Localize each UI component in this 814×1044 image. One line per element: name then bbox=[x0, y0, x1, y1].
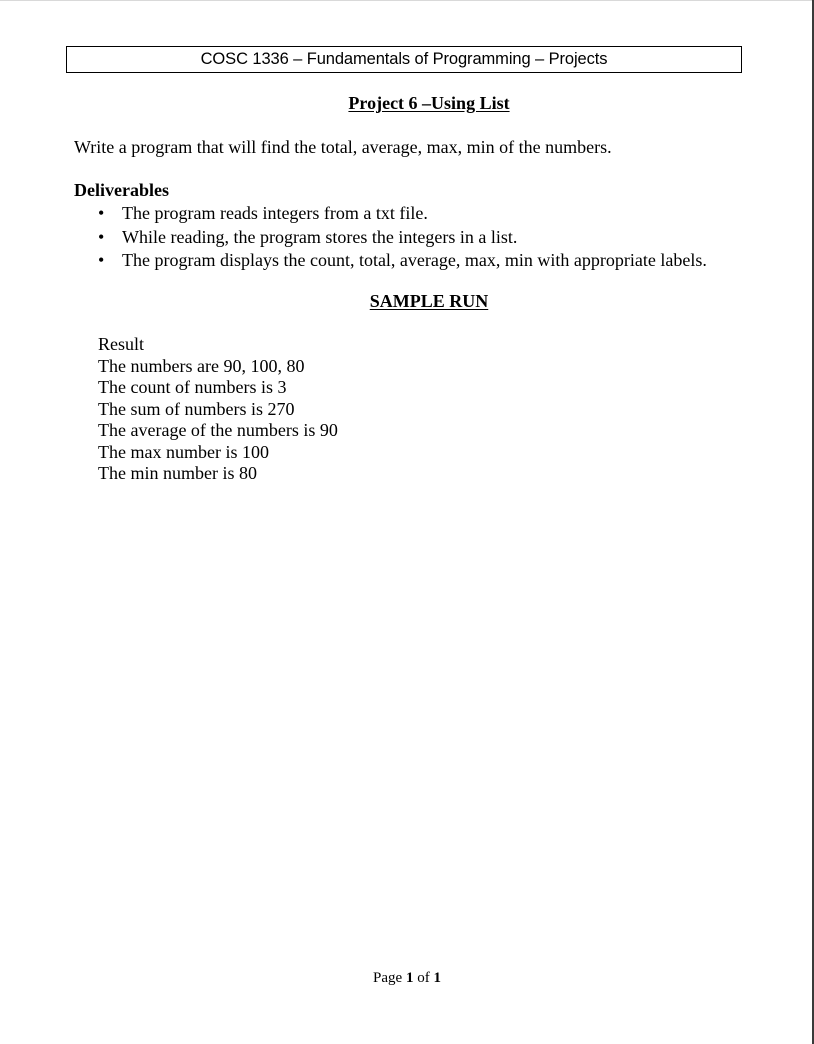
deliverable-text: The program displays the count, total, average, max, min with appropriate labels. bbox=[122, 250, 707, 270]
page-number-footer bbox=[0, 970, 814, 987]
deliverable-item bbox=[74, 226, 707, 250]
course-header bbox=[66, 46, 742, 73]
page-separator: of bbox=[413, 970, 434, 986]
page-total: 1 bbox=[433, 970, 441, 986]
deliverable-text: While reading, the program stores the integers in a list. bbox=[122, 226, 518, 247]
bullet-icon: • bbox=[98, 226, 105, 247]
deliverable-text: The program reads integers from a txt file. bbox=[122, 203, 428, 223]
page-prefix: Page bbox=[373, 970, 406, 986]
sample-output-line: Result bbox=[98, 334, 145, 354]
bullet-icon: • bbox=[98, 250, 105, 270]
sample-output-line: The max number is 100 bbox=[98, 441, 269, 462]
page-top-edge bbox=[0, 0, 814, 1]
deliverable-item bbox=[74, 202, 707, 226]
sample-output-line: The sum of numbers is 270 bbox=[98, 398, 295, 419]
sample-output-line: The count of numbers is 3 bbox=[98, 377, 287, 397]
project-intro: Write a program that will find the total, average, max, min of the numbers. bbox=[74, 137, 612, 157]
sample-run-output bbox=[98, 334, 338, 485]
deliverables-heading: Deliverables bbox=[74, 180, 169, 200]
project-title: Project 6 –Using List bbox=[348, 93, 510, 113]
page-current: 1 bbox=[405, 970, 414, 986]
deliverables-list bbox=[74, 202, 707, 273]
sample-output-line: The numbers are 90, 100, 80 bbox=[98, 355, 305, 376]
course-title: COSC 1336 – Fundamentals of Programming – Projects bbox=[200, 50, 608, 68]
sample-run-heading: SAMPLE RUN bbox=[369, 291, 489, 311]
deliverable-item bbox=[74, 249, 707, 273]
sample-output-line: The min number is 80 bbox=[98, 463, 257, 483]
sample-output-line: The average of the numbers is 90 bbox=[98, 420, 338, 440]
bullet-icon: • bbox=[98, 203, 105, 223]
